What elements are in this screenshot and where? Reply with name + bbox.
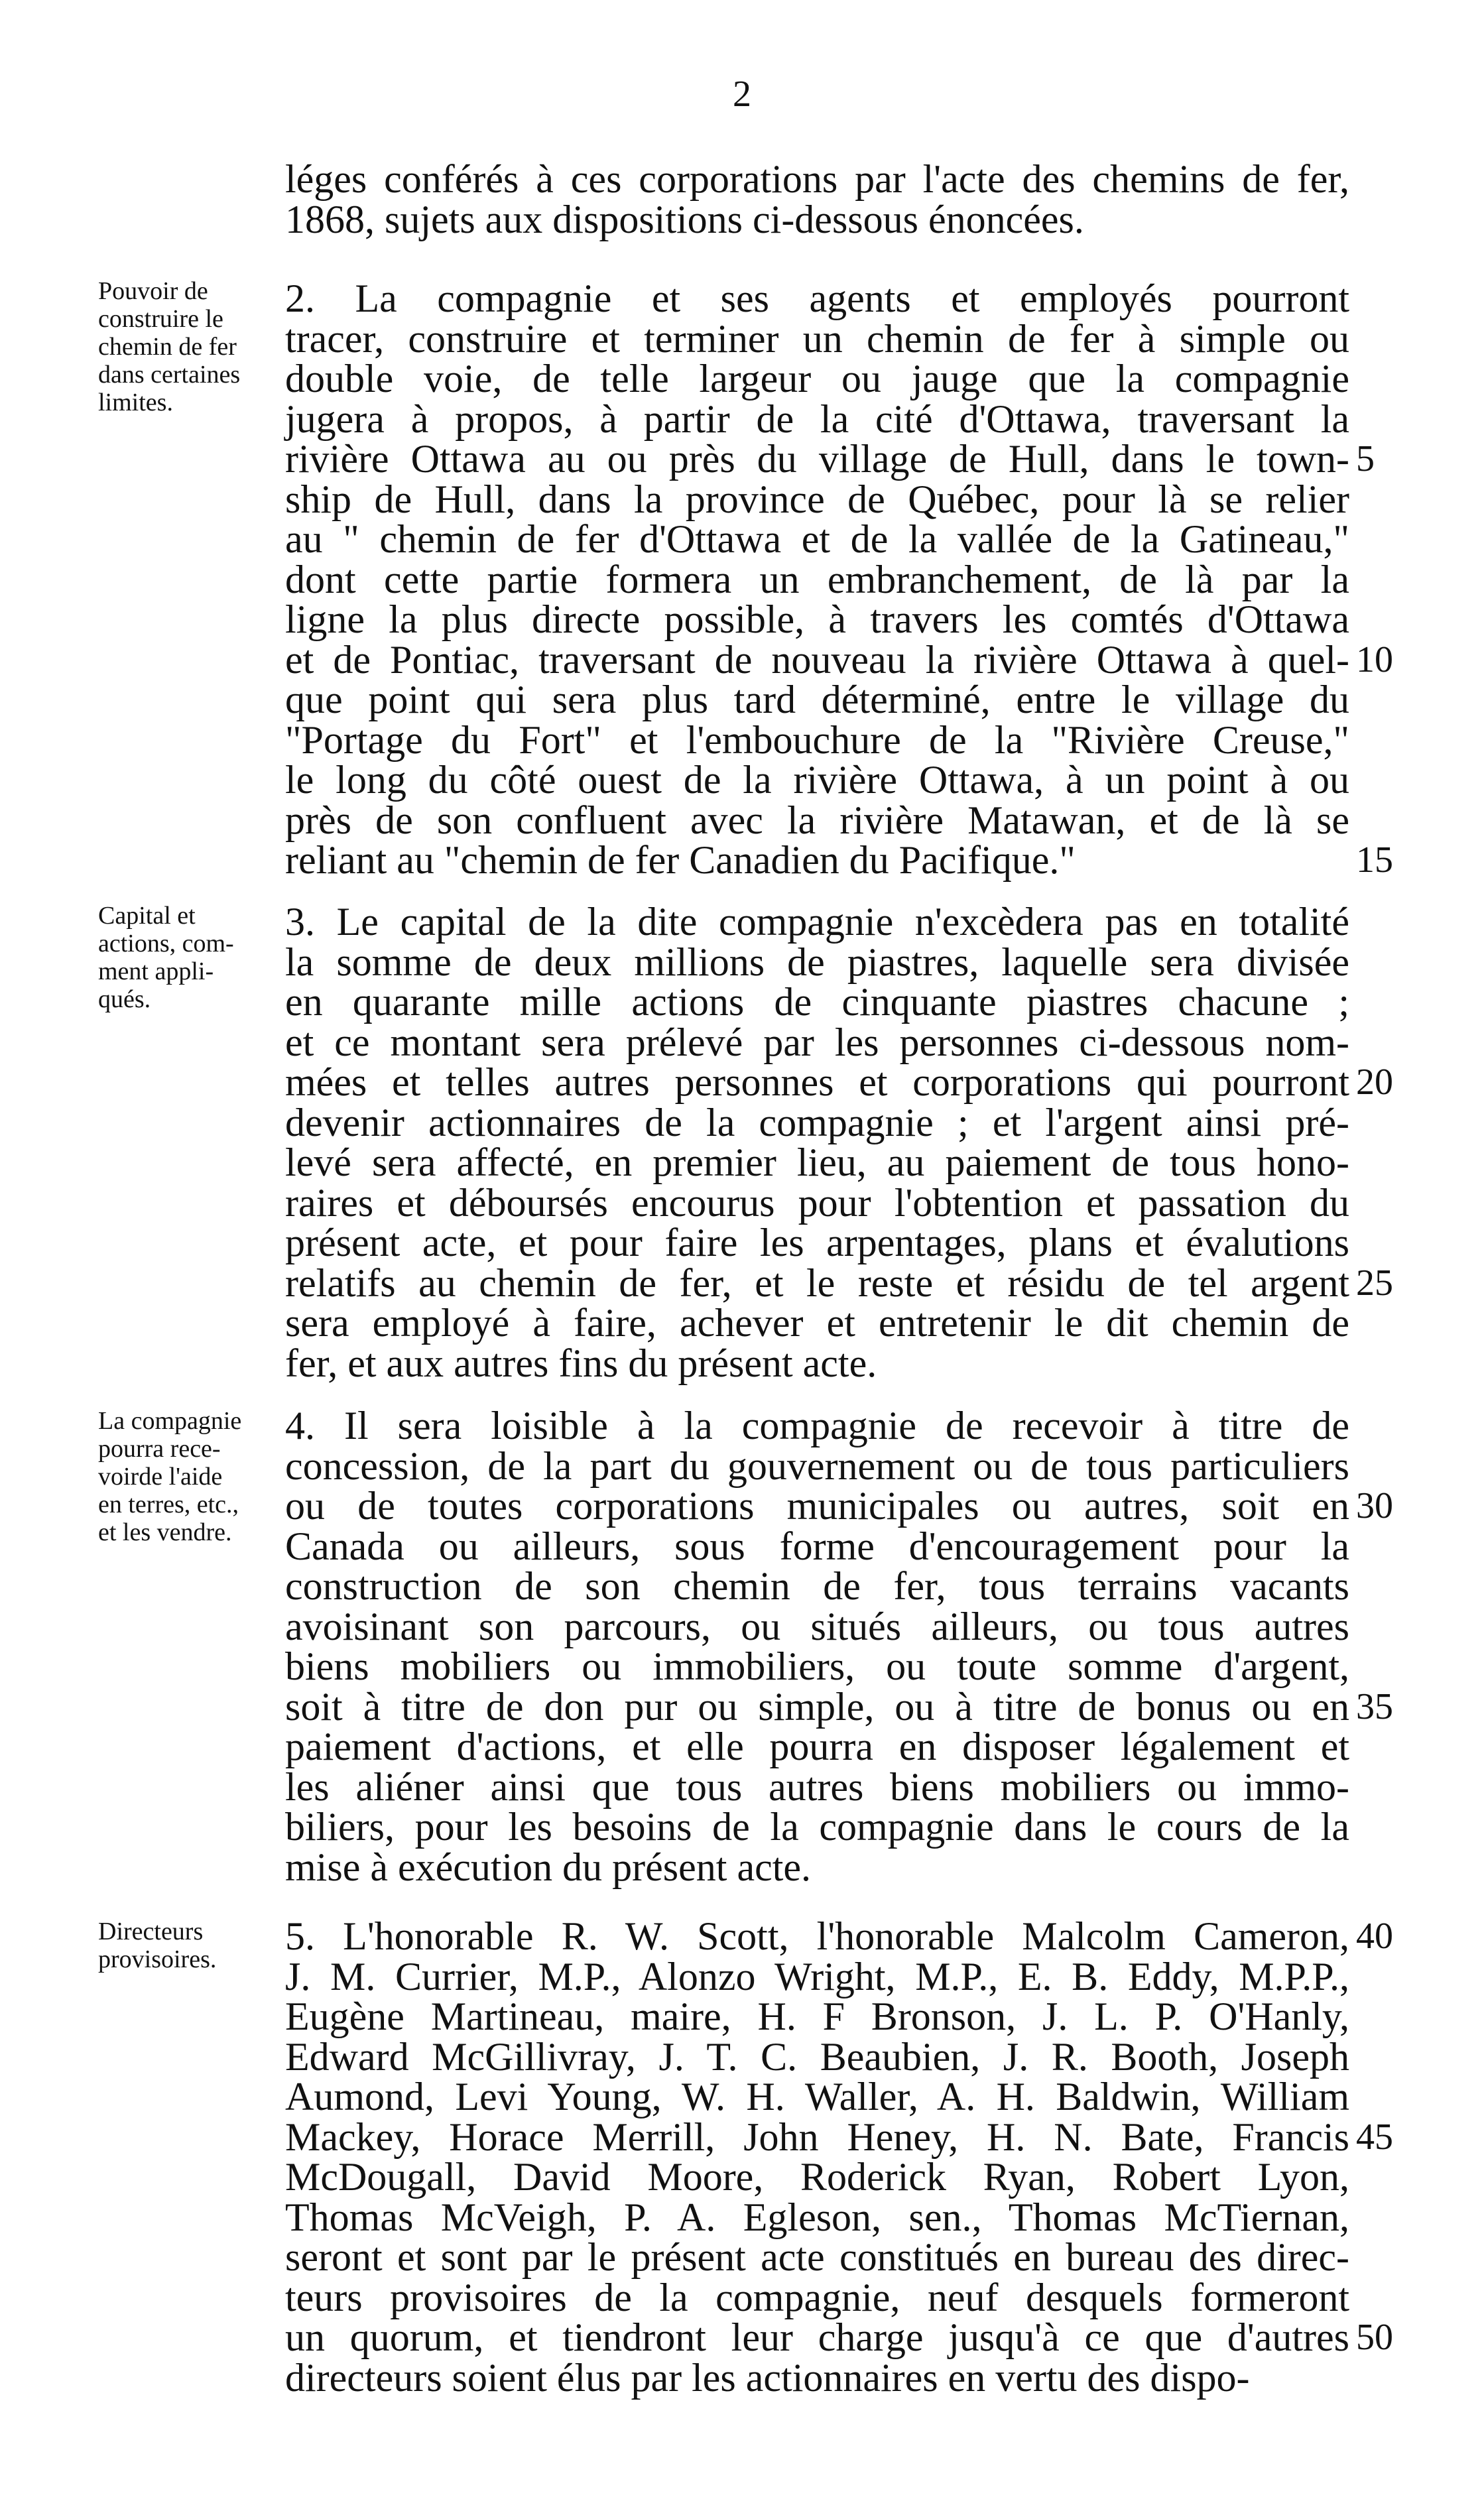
margin-note [98, 902, 290, 1013]
text-line: seront et sont par le présent acte constitués en bureau des direc- [285, 2235, 1349, 2279]
margin-note-line: chemin de fer [98, 333, 237, 361]
text-line: J. M. Currier, M.P., Alonzo Wright, M.P., E. B. Eddy, M.P.P., [285, 1954, 1349, 1998]
margin-note [98, 1407, 290, 1546]
margin-note-line: et les vendre. [98, 1518, 232, 1546]
text-line: le long du côté ouest de la rivière Ottawa, à un point à ou [285, 758, 1349, 802]
text-line: Aumond, Levi Young, W. H. Waller, A. H. Baldwin, William [285, 2075, 1349, 2118]
line-number: 30 [1356, 1485, 1393, 1526]
margin-note-line: ment appli- [98, 957, 214, 985]
margin-note-line: pourra rece- [98, 1435, 221, 1463]
text-line: la somme de deux millions de piastres, laquelle sera divisée [285, 940, 1349, 984]
margin-note-line: Pouvoir de [98, 277, 208, 305]
margin-note-line: provisoires. [98, 1945, 217, 1973]
text-line: rivière Ottawa au ou près du village de Hull, dans le town- [285, 437, 1349, 481]
text-line: avoisinant son parcours, ou situés ailleurs, ou tous autres [285, 1604, 1349, 1648]
text-line: reliant au "chemin de fer Canadien du Pacifique." [285, 838, 1076, 882]
text-line: en quarante mille actions de cinquante piastres chacune ; [285, 980, 1349, 1024]
text-line: tracer, construire et terminer un chemin de fer à simple ou [285, 316, 1349, 361]
text-line: 5. L'honorable R. W. Scott, l'honorable Malcolm Cameron, [285, 1914, 1349, 1958]
line-number: 15 [1356, 839, 1393, 881]
text-line: biliers, pour les besoins de la compagnie dans le cours de la [285, 1805, 1349, 1849]
text-line: mées et telles autres personnes et corporations qui pourront [285, 1060, 1349, 1104]
text-line: soit à titre de don pur ou simple, ou à titre de bonus ou en [285, 1684, 1349, 1729]
text-line: directeurs soient élus par les actionnaires en vertu des dispo- [285, 2355, 1250, 2400]
text-line: dont cette partie formera un embranchement, de là par la [285, 557, 1349, 601]
text-line: double voie, de telle largeur ou jauge que la compagnie [285, 357, 1349, 400]
margin-note-line: La compagnie [98, 1407, 242, 1435]
text-line: devenir actionnaires de la compagnie ; et l'argent ainsi pré- [285, 1100, 1349, 1144]
text-line: près de son confluent avec la rivière Matawan, et de là se [285, 798, 1349, 842]
line-number: 50 [1356, 2317, 1393, 2358]
text-line: présent acte, et pour faire les arpentages, plans et évalutions [285, 1221, 1349, 1264]
text-line: 3. Le capital de la dite compagnie n'excèdera pas en totalité [285, 900, 1349, 944]
text-line: biens mobiliers ou immobiliers, ou toute somme d'argent, [285, 1644, 1349, 1688]
text-line: et de Pontiac, traversant de nouveau la rivière Ottawa à quel- [285, 637, 1349, 682]
text-line: McDougall, David Moore, Roderick Ryan, Robert Lyon, [285, 2155, 1349, 2199]
text-line: relatifs au chemin de fer, et le reste et résidu de tel argent [285, 1260, 1349, 1305]
text-line: 1868, sujets aux dispositions ci-dessous énoncées. [285, 197, 1084, 241]
text-line: Canada ou ailleurs, sous forme d'encouragement pour la [285, 1524, 1349, 1568]
text-line: 4. Il sera loisible à la compagnie de recevoir à titre de [285, 1404, 1349, 1447]
text-line: concession, de la part du gouvernement ou de tous particuliers [285, 1443, 1349, 1488]
text-line: sera employé à faire, achever et entretenir le dit chemin de [285, 1301, 1349, 1345]
margin-note-line: en terres, etc., [98, 1491, 239, 1518]
text-line: Edward McGillivray, J. T. C. Beaubien, J. R. Booth, Joseph [285, 2034, 1349, 2079]
text-line: 2. La compagnie et ses agents et employés pourront [285, 276, 1349, 320]
text-line: les aliéner ainsi que tous autres biens mobiliers ou immo- [285, 1764, 1349, 1809]
line-number: 20 [1356, 1062, 1393, 1103]
text-line: un quorum, et tiendront leur charge jusqu'à ce que d'autres [285, 2315, 1349, 2359]
line-number: 45 [1356, 2116, 1393, 2158]
text-line: "Portage du Fort" et l'embouchure de la "Rivière Creuse," [285, 717, 1349, 762]
margin-note-line: actions, com- [98, 930, 234, 957]
text-line: Thomas McVeigh, P. A. Egleson, sen., Thomas McTiernan, [285, 2195, 1349, 2239]
text-line: ligne la plus directe possible, à travers les comtés d'Ottawa [285, 597, 1349, 641]
text-line: Mackey, Horace Merrill, John Heney, H. N. Bate, Francis [285, 2115, 1349, 2159]
margin-note-line: construire le [98, 305, 223, 333]
margin-note-line: limites. [98, 389, 173, 416]
line-number: 5 [1356, 438, 1375, 479]
text-line: léges conférés à ces corporations par l'acte des chemins de fer, [285, 157, 1349, 201]
text-line: et ce montant sera prélevé par les personnes ci-dessous nom- [285, 1020, 1349, 1064]
text-line: jugera à propos, à partir de la cité d'Ottawa, traversant la [285, 397, 1349, 441]
text-line: ship de Hull, dans la province de Québec, pour là se relier [285, 477, 1349, 521]
margin-note-line: qués. [98, 985, 151, 1013]
text-line: mise à exécution du présent acte. [285, 1845, 812, 1889]
line-number: 10 [1356, 639, 1393, 680]
page-number: 2 [733, 74, 751, 115]
text-line: fer, et aux autres fins du présent acte. [285, 1341, 877, 1385]
text-line: au " chemin de fer d'Ottawa et de la vallée de la Gatineau," [285, 517, 1349, 561]
text-line: raires et déboursés encourus pour l'obtention et passation du [285, 1180, 1349, 1225]
text-line: levé sera affecté, en premier lieu, au paiement de tous hono- [285, 1140, 1349, 1184]
margin-note-line: dans certaines [98, 361, 241, 389]
text-line: Eugène Martineau, maire, H. F Bronson, J. L. P. O'Hanly, [285, 1994, 1349, 2038]
line-number: 40 [1356, 1916, 1393, 1957]
line-number: 35 [1356, 1686, 1393, 1727]
margin-note-line: voirde l'aide [98, 1463, 223, 1491]
margin-note [98, 1918, 290, 1973]
line-number: 25 [1356, 1262, 1393, 1304]
text-line: construction de son chemin de fer, tous terrains vacants [285, 1564, 1349, 1608]
text-line: teurs provisoires de la compagnie, neuf desquels formeront [285, 2275, 1349, 2319]
margin-note-line: Capital et [98, 902, 196, 930]
margin-note [98, 277, 290, 416]
text-line: que point qui sera plus tard déterminé, entre le village du [285, 678, 1349, 721]
text-line: paiement d'actions, et elle pourra en disposer légalement et [285, 1725, 1349, 1768]
margin-note-line: Directeurs [98, 1918, 204, 1945]
text-line: ou de toutes corporations municipales ou autres, soit en [285, 1484, 1349, 1528]
